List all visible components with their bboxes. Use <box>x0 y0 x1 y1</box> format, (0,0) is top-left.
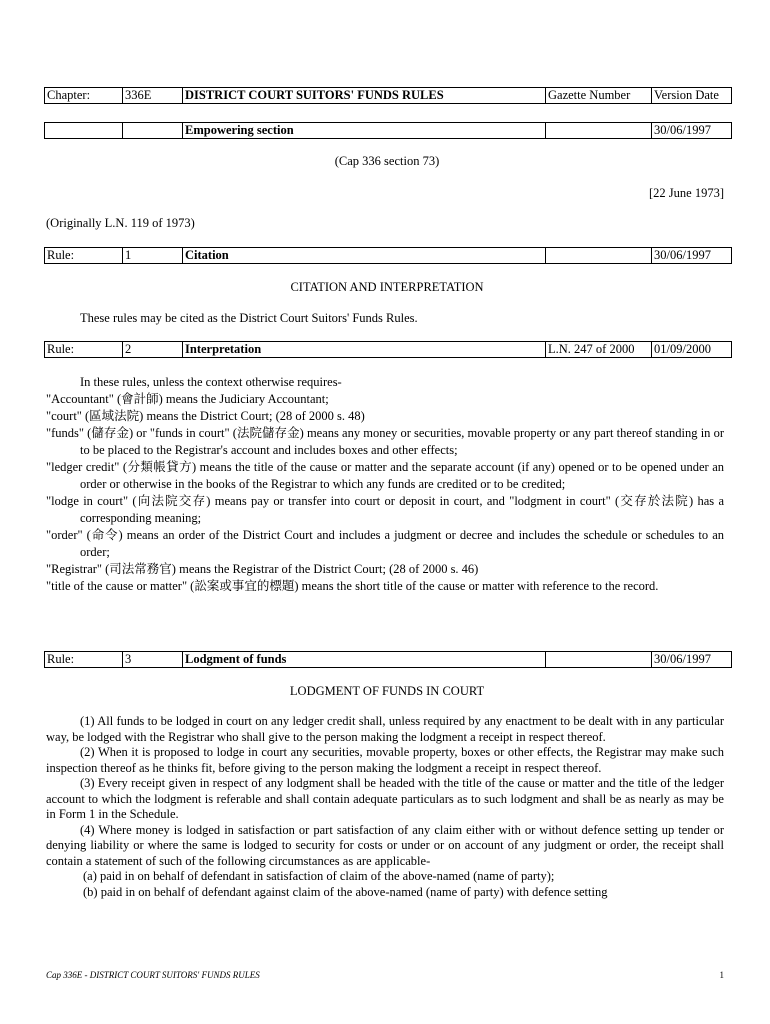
definition-funds: "funds" (儲存金) or "funds in court" (法院儲存金) means any money or securities, movable property or any part thereof standing in or to be placed to the Registrar's account and includes boxes and other effects; <box>46 426 724 457</box>
footer-title: Cap 336E - DISTRICT COURT SUITORS' FUNDS RULES <box>46 970 260 980</box>
rule-3-paragraph-4: (4) Where money is lodged in satisfaction or part satisfaction of any claim either with or without defence setting up tender or denying liability or where the same is lodged to security for costs or under or on account of any judgment or order, the receipt shall contain a statement of such of the following circumstances as are applicable- <box>46 822 724 868</box>
rule-2-intro: In these rules, unless the context otherwise requires- <box>80 375 342 389</box>
rule-number: 1 <box>123 248 183 264</box>
rule-version-date: 30/06/1997 <box>652 652 732 668</box>
rule-label: Rule: <box>45 342 123 358</box>
rule-3-item-a: (a) paid in on behalf of defendant in satisfaction of claim of the above-named (name of party); <box>83 869 555 883</box>
commencement-date: [22 June 1973] <box>649 186 724 200</box>
rule-gazette-number: L.N. 247 of 2000 <box>546 342 652 358</box>
empowering-version-date: 30/06/1997 <box>652 123 732 139</box>
empty-cell <box>123 123 183 139</box>
rule-number: 2 <box>123 342 183 358</box>
empty-cell <box>546 123 652 139</box>
rule-title: Lodgment of funds <box>183 652 546 668</box>
rule-3-heading: LODGMENT OF FUNDS IN COURT <box>289 684 485 698</box>
definition-accountant: "Accountant" (會計師) means the Judiciary Accountant; <box>46 392 329 406</box>
rule-1-table <box>44 247 732 264</box>
empty-cell <box>546 248 652 264</box>
version-date-header: Version Date <box>652 88 732 104</box>
chapter-title: DISTRICT COURT SUITORS' FUNDS RULES <box>183 88 546 104</box>
definition-registrar: "Registrar" (司法常務官) means the Registrar of the District Court; (28 of 2000 s. 46) <box>46 562 479 576</box>
rule-3-paragraph-3: (3) Every receipt given in respect of any lodgment shall be headed with the title of the cause or matter and the title of the ledger account to which the lodgment is referable and shall contain adequate particulars as to such lodgment and shall be as nearly as may be in Form 1 in the Schedule. <box>46 776 724 821</box>
rule-title: Citation <box>183 248 546 264</box>
definition-title-of-cause: "title of the cause or matter" (訟案或事宜的標題) means the short title of the cause or matter with reference to the record. <box>46 579 659 593</box>
chapter-header-table <box>44 87 732 104</box>
rule-label: Rule: <box>45 248 123 264</box>
rule-version-date: 01/09/2000 <box>652 342 732 358</box>
rule-3-paragraph-2: (2) When it is proposed to lodge in court any securities, movable property, boxes or other effects, the Registrar may make such inspection thereof as he thinks fit, before giving to the person making the lodgment a receipt in respect thereof. <box>46 745 724 775</box>
page-footer <box>46 970 724 980</box>
rule-3-table <box>44 651 732 668</box>
definition-court: "court" (區域法院) means the District Court; (28 of 2000 s. 48) <box>46 409 365 423</box>
rule-2-table <box>44 341 732 358</box>
definition-order: "order" (命令) means an order of the District Court and includes a judgment or decree and includes the schedule or schedules to an order; <box>46 528 724 559</box>
chapter-number: 336E <box>123 88 183 104</box>
empty-cell <box>546 652 652 668</box>
empowering-section-table <box>44 122 732 139</box>
cap-reference: (Cap 336 section 73) <box>334 154 440 168</box>
empty-cell <box>45 123 123 139</box>
rule-3-item-b: (b) paid in on behalf of defendant against claim of the above-named (name of party) with defence setting <box>83 884 608 899</box>
rule-1-text: These rules may be cited as the District Court Suitors' Funds Rules. <box>80 311 418 325</box>
gazette-number-header: Gazette Number <box>546 88 652 104</box>
definition-lodge-in-court: "lodge in court" (向法院交存) means pay or transfer into court or deposit in court, and "lodgment in court" (交存於法院) has a corresponding meaning; <box>46 494 724 525</box>
rule-title: Interpretation <box>183 342 546 358</box>
rule-3-paragraph-1: (1) All funds to be lodged in court on any ledger credit shall, unless required by any enactment to be dealt with in any particular way, be lodged with the Registrar who shall give to the person making the lodgment a receipt in respect thereof. <box>46 714 724 744</box>
rule-1-heading: CITATION AND INTERPRETATION <box>290 280 484 294</box>
page-number: 1 <box>719 970 724 980</box>
rule-2-body <box>46 374 724 595</box>
rule-3-body <box>46 714 724 900</box>
rule-label: Rule: <box>45 652 123 668</box>
rule-number: 3 <box>123 652 183 668</box>
chapter-label: Chapter: <box>45 88 123 104</box>
definition-ledger-credit: "ledger credit" (分類帳貸方) means the title of the cause or matter and the separate account (if any) opened or to be opened under an order or otherwise in the books of the Registrar to which any funds are credited or to be credited; <box>46 460 724 491</box>
origin-note: (Originally L.N. 119 of 1973) <box>46 216 195 230</box>
rule-version-date: 30/06/1997 <box>652 248 732 264</box>
empowering-section-title: Empowering section <box>183 123 546 139</box>
